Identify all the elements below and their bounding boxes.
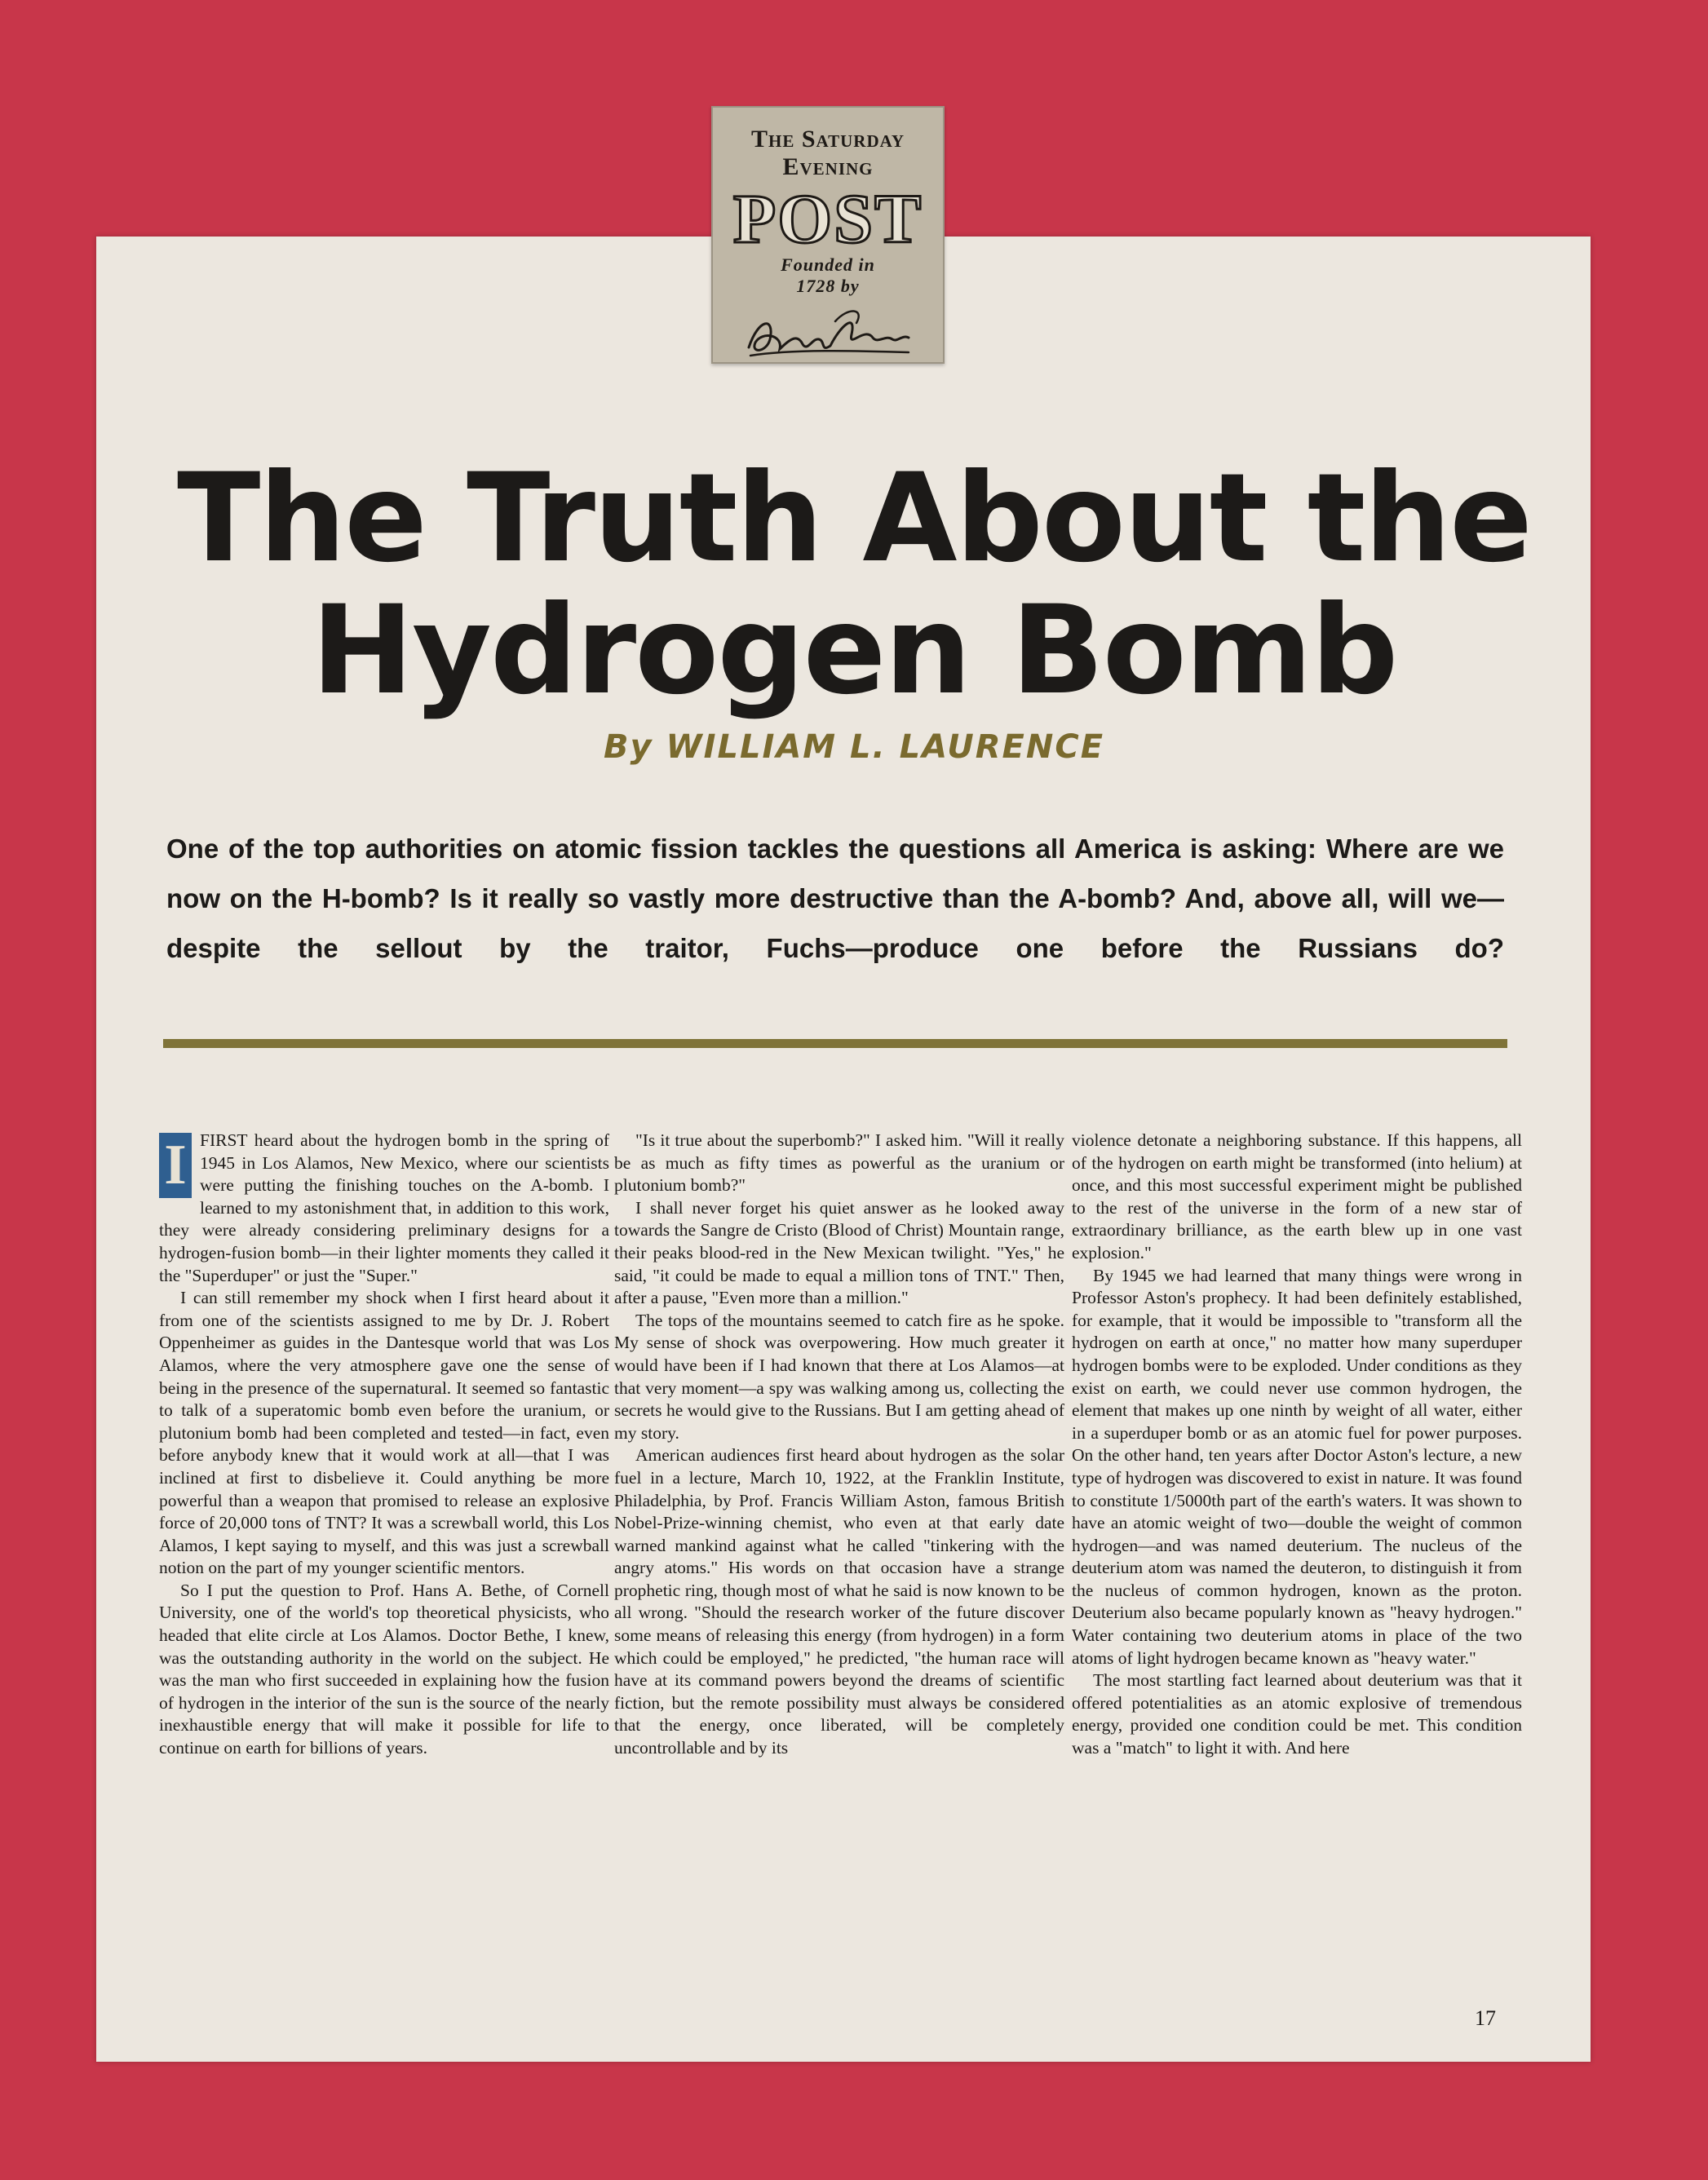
masthead-line-2: Evening [782,153,874,180]
paragraph: By 1945 we had learned that many things were wrong in Professor Aston's prophecy. It had been definitely established, for example, that it would be impossible to "transform all the hydrogen on earth at once," no matter how many superduper hydrogen bombs were to be exploded. Under conditions as they exist on earth, we could never use common hydrogen, the element that makes up one ninth by weight of all water, either in a superduper bomb or as an atomic fuel for power purposes. On the other hand, ten years after Doctor Aston's lecture, a new type of hydrogen was discovered to exist in nature. It was found to constitute 1/5000th part of the earth's waters. It was shown to have an atomic weight of two—double the weight of common hydrogen—and was named deuterium. The nucleus of the deuterium atom was named the deuteron, to distinguish it from the nucleus of common hydrogen, known as the proton. Deuterium also became popularly known as "heavy hydrogen." Water containing two deuterium atoms in place of the two atoms of light hydrogen became known as "heavy water." [1072,1265,1522,1668]
paragraph: The most startling fact learned about deuterium was that it offered potentialities as an atomic explosive of tremendous energy, provided one condition could be met. This condition was a "match" to light it with. And here [1072,1670,1522,1758]
page-number: 17 [1475,2006,1496,2030]
byline: By WILLIAM L. LAURENCE [603,728,1105,766]
masthead-founded-2: 1728 by [796,276,860,296]
paragraph: So I put the question to Prof. Hans A. Bethe, of Cornell University, one of the world's top theoretical physicists, who headed that elite circle at Los Alamos. Doctor Bethe, I knew, was the outstanding authority in the world on the subject. He was the man who first succeeded in explaining how the fusion of hydrogen in the interior of the sun is the source of the nearly inexhaustible energy that will make it possible for life to continue on earth for billions of years. [159,1580,609,1758]
article-deck: One of the top authorities on atomic fission tackles the questions all America is asking: Where are we now on the H-bomb? Is it really so vastly more destructive than the A-bomb? And, above all, will we—despite the sellout by the traitor, Fuchs—produce one before the Russians do? [166,834,1504,963]
paragraph: American audiences first heard about hydrogen as the solar fuel in a lecture, March 10, 1922, at the Franklin Institute, Philadelphia, by Prof. Francis William Aston, famous British Nobel-Prize-winning chemist, who even at that early date warned mankind against what he called "tinkering with the angry atoms." His words on that occasion have a strange prophetic ring, though most of what he said is now known to be all wrong. "Should the research worker of the future discover some means of releasing this energy (from hydrogen) in a form which could be employed," he predicted, "the human race will have at its command powers beyond the dreams of scientific fiction, but the remote possibility must always be considered that the energy, once liberated, will be completely uncontrollable and by its [614,1445,1064,1758]
paragraph: I can still remember my shock when I first heard about it from one of the scientists assigned to me by Dr. J. Robert Oppenheimer as guides in the Dantesque world that was Los Alamos, where the very atmosphere gave one the sense of being in the presence of the supernatural. It seemed so fantastic to talk of a superatomic bomb even before the uranium, or plutonium bomb had been completed and tested—in fact, even before anybody knew that it would work at all—that I was inclined at first to disbelieve it. Could anything be more powerful than a weapon that promised to release an explosive force of 20,000 tons of TNT? It was a screwball world, this Los Alamos, I kept saying to myself, and this was just a screwball notion on the part of my younger scientific mentors. [159,1288,609,1578]
divider-rule [163,1039,1507,1048]
article-column-1 [159,1130,609,1760]
drop-cap: I [159,1133,192,1198]
masthead-post: POST [732,179,923,258]
article-column-2 [614,1130,1064,1760]
paragraph: "Is it true about the superbomb?" I asked him. "Will it really be as much as fifty times as powerful as the uranium or plutonium bomb?" [614,1130,1064,1196]
article-title [0,448,1708,722]
article-column-3 [1072,1130,1522,1760]
paragraph: violence detonate a neighboring substance. If this happens, all of the hydrogen on earth might be transformed (into helium) at once, and this most successful experiment might be published to the rest of the universe in the form of a new star of extraordinary brilliance, as the earth blew up in one vast explosion." [1072,1130,1522,1262]
franklin-signature-icon [734,302,922,367]
paragraph: I shall never forget his quiet answer as he looked away towards the Sangre de Cristo (Blood of Christ) Mountain range, their peaks blood-red in the New Mexican twilight. "Yes," he said, "it could be made to equal a million tons of TNT." Then, after a pause, "Even more than a million." [614,1197,1064,1308]
masthead-line-1: The Saturday [750,126,905,153]
masthead-logo [711,106,945,364]
paragraph-text: FIRST heard about the hydrogen bomb in the spring of 1945 in Los Alamos, New Mexico, where our scientists were putting the finishing touches on the A-bomb. I learned to my astonishment that, in addition to this work, they were already considering preliminary designs for a hydrogen-fusion bomb—in their lighter moments they called it the "Superduper" or just the "Super." [159,1130,609,1285]
title-line-2: Hydrogen Bomb [311,580,1397,722]
paragraph: The tops of the mountains seemed to catch fire as he spoke. My sense of shock was overpowering. How much greater it would have been if I had known that there at Los Alamos—at that very moment—a spy was walking among us, collecting the secrets he would give to the Russians. But I am getting ahead of my story. [614,1310,1064,1443]
masthead-founded-1: Founded in [781,254,875,275]
paragraph [159,1130,609,1287]
title-line-1: The Truth About the [177,448,1531,590]
